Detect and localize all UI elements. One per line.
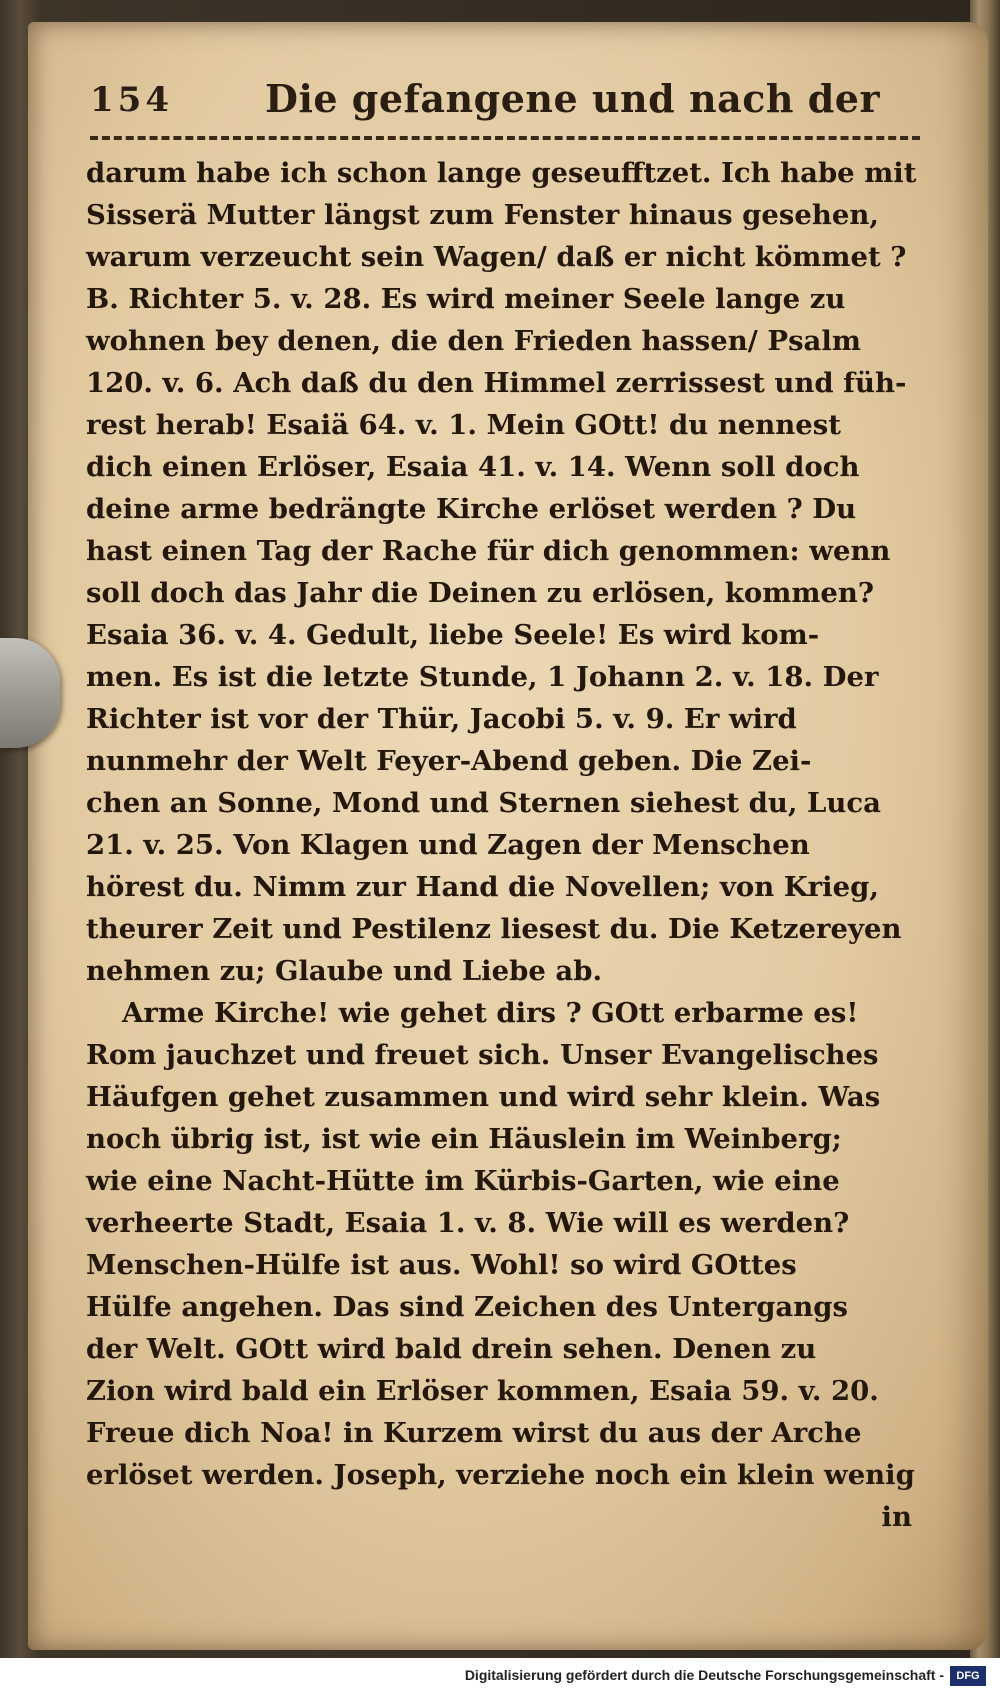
- text-line: hörest du. Nimm zur Hand die Novellen; von Krieg,: [86, 871, 879, 903]
- text-line: der Welt. GOtt wird bald drein sehen. Denen zu: [86, 1333, 817, 1365]
- text-line: 21. v. 25. Von Klagen und Zagen der Menschen: [86, 829, 810, 861]
- text-line: Richter ist vor der Thür, Jacobi 5. v. 9. Er wird: [86, 703, 797, 735]
- text-line: deine arme bedrängte Kirche erlöset werden ? Du: [86, 493, 857, 525]
- text-line: soll doch das Jahr die Deinen zu erlösen, kommen?: [86, 577, 875, 609]
- text-line: Häufgen gehet zusammen und wird sehr klein. Was: [86, 1081, 881, 1113]
- text-line: verheerte Stadt, Esaia 1. v. 8. Wie will es werden?: [86, 1207, 850, 1239]
- text-line: theurer Zeit und Pestilenz liesest du. Die Ketzereyen: [86, 913, 902, 945]
- body-text: [86, 152, 926, 1538]
- catchword: in: [881, 1501, 912, 1533]
- text-line: Arme Kirche! wie gehet dirs ? GOtt erbarme es!: [122, 997, 859, 1029]
- text-line: wohnen bey denen, die den Frieden hassen/ Psalm: [86, 325, 861, 357]
- text-line: 120. v. 6. Ach daß du den Himmel zerrissest und füh-: [86, 367, 907, 399]
- text-line: Menschen-Hülfe ist aus. Wohl! so wird GOttes: [86, 1249, 797, 1281]
- text-line: warum verzeucht sein Wagen/ daß er nicht kömmet ?: [86, 241, 907, 273]
- dfg-logo: DFG: [950, 1666, 986, 1686]
- header-rule: [90, 136, 920, 140]
- text-line: noch übrig ist, ist wie ein Häuslein im Weinberg;: [86, 1123, 842, 1155]
- text-line: hast einen Tag der Rache für dich genommen: wenn: [86, 535, 891, 567]
- text-line: wie eine Nacht-Hütte im Kürbis-Garten, wie eine: [86, 1165, 840, 1197]
- text-line: B. Richter 5. v. 28. Es wird meiner Seele lange zu: [86, 283, 846, 315]
- text-line: Zion wird bald ein Erlöser kommen, Esaia 59. v. 20.: [86, 1375, 879, 1407]
- running-head: Die gefangene und nach der: [265, 76, 880, 121]
- footer-bar: [0, 1658, 1000, 1696]
- text-line: dich einen Erlöser, Esaia 41. v. 14. Wenn soll doch: [86, 451, 860, 483]
- text-line: chen an Sonne, Mond und Sternen siehest du, Luca: [86, 787, 881, 819]
- text-line: Rom jauchzet und freuet sich. Unser Evangelisches: [86, 1039, 879, 1071]
- text-line: darum habe ich schon lange geseufftzet. Ich habe mit: [86, 157, 917, 189]
- text-line: nehmen zu; Glaube und Liebe ab.: [86, 955, 603, 987]
- text-line: rest herab! Esaiä 64. v. 1. Mein GOtt! du nennest: [86, 409, 841, 441]
- text-line: Freue dich Noa! in Kurzem wirst du aus der Arche: [86, 1417, 862, 1449]
- text-line: Hülfe angehen. Das sind Zeichen des Untergangs: [86, 1291, 848, 1323]
- text-line: Sisserä Mutter längst zum Fenster hinaus gesehen,: [86, 199, 879, 231]
- page-number: 154: [90, 80, 173, 120]
- text-line: erlöset werden. Joseph, verziehe noch ein klein wenig: [86, 1459, 915, 1491]
- text-line: men. Es ist die letzte Stunde, 1 Johann 2. v. 18. Der: [86, 661, 879, 693]
- text-line: Esaia 36. v. 4. Gedult, liebe Seele! Es wird kom-: [86, 619, 820, 651]
- page-header: [90, 72, 920, 142]
- text-line: nunmehr der Welt Feyer-Abend geben. Die Zei-: [86, 745, 812, 777]
- footer-credit: Digitalisierung gefördert durch die Deutsche Forschungsgemeinschaft -: [464, 1667, 944, 1683]
